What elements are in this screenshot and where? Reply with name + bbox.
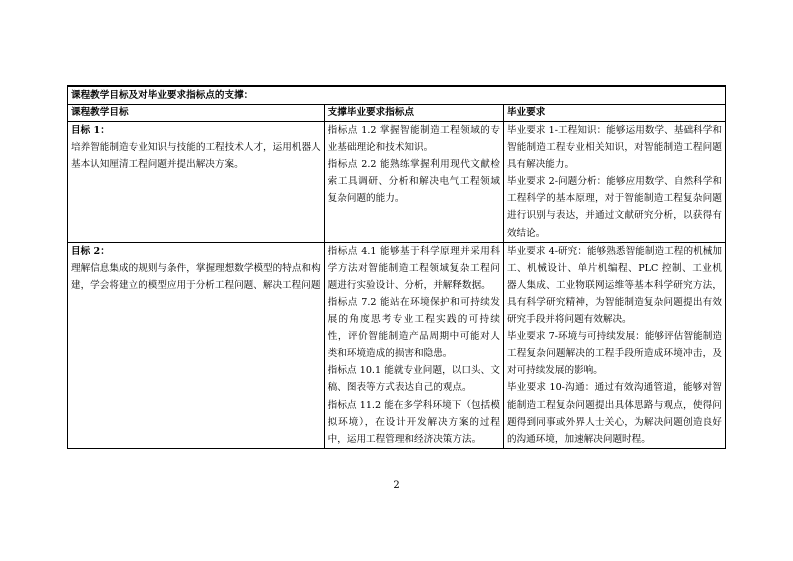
objective-text: 培养智能制造专业知识与技能的工程技术人才，运用机器人基本认知厘清工程问题并提出解决方案。 bbox=[71, 142, 321, 171]
header-graduation-requirement: 毕业要求 bbox=[503, 105, 725, 122]
indicator-text: 指标点 4.1 能够基于科学原理并采用科学方法对智能制造工程领域复杂工程问题进行实验设计、分析，并解释数据。 bbox=[327, 245, 500, 291]
table-row bbox=[68, 242, 726, 448]
requirement-text: 毕业要求 10-沟通：通过有效沟通管道，能够对智能制造工程复杂问题提出具体思路与观点，使得问题得到同事或外界人士关心，为解决问题创造良好的沟通环境，加速解决问题时程。 bbox=[506, 382, 722, 445]
indicator-cell bbox=[324, 242, 503, 448]
course-objectives-table bbox=[67, 85, 726, 449]
indicator-text: 指标点 10.1 能就专业问题，以口头、文稿、图表等方式表达自己的观点。 bbox=[327, 365, 500, 394]
indicator-text: 指标点 7.2 能站在环境保护和可持续发展的角度思考专业工程实践的可持续性，评价智能制造产品周期中可能对人类和环境造成的损害和隐患。 bbox=[327, 296, 500, 360]
requirement-text: 毕业要求 4-研究：能够熟悉智能制造工程的机械加工、机械设计、单片机编程、PLC 控制、工业机器人集成、工业物联网运维等基本科学研究方法，具有科学研究精神，为智能制造复杂问题提出有效研究手段并将问题有效解决。 bbox=[506, 245, 722, 326]
indicator-cell bbox=[324, 122, 503, 243]
table-caption: 课程教学目标及对毕业要求指标点的支撑： bbox=[68, 86, 726, 105]
table-row bbox=[68, 122, 726, 243]
page-number: 2 bbox=[393, 480, 400, 491]
requirement-text: 毕业要求 7-环境与可持续发展：能够评估智能制造工程复杂问题解决的工程手段所造成环境冲击，及对可持续发展的影响。 bbox=[506, 331, 722, 377]
table-header-row bbox=[68, 105, 726, 122]
header-indicator: 支撑毕业要求指标点 bbox=[324, 105, 503, 122]
objective-cell bbox=[68, 242, 325, 448]
requirement-cell bbox=[503, 122, 725, 243]
table-caption-row bbox=[68, 86, 726, 105]
objective-text: 理解信息集成的规则与条件，掌握理想数学模型的特点和构建，学会将建立的模型应用于分析工程问题、解决工程问题 bbox=[71, 262, 321, 291]
requirement-text: 毕业要求 2-问题分析：能够应用数学、自然科学和工程科学的基本原理，对于智能制造工程复杂问题进行识别与表达，并通过文献研究分析，以获得有效结论。 bbox=[506, 176, 722, 239]
requirement-cell bbox=[503, 242, 725, 448]
objective-title: 目标 1： bbox=[71, 125, 110, 136]
indicator-text: 指标点 1.2 掌握智能制造工程领域的专业基础理论和技术知识。 bbox=[327, 125, 500, 154]
indicator-text: 指标点 11.2 能在多学科环境下（包括模拟环境），在设计开发解决方案的过程中，运用工程管理和经济决策方法。 bbox=[327, 399, 500, 445]
requirement-text: 毕业要求 1-工程知识：能够运用数学、基础科学和智能制造工程专业相关知识，对智能制造工程问题具有解决能力。 bbox=[506, 125, 722, 171]
objective-cell bbox=[68, 122, 325, 243]
objective-title: 目标 2： bbox=[71, 245, 110, 257]
header-course-objective: 课程教学目标 bbox=[68, 105, 325, 122]
indicator-text: 指标点 2.2 能熟练掌握利用现代文献检索工具调研、分析和解决电气工程领域复杂问题的能力。 bbox=[327, 159, 500, 205]
